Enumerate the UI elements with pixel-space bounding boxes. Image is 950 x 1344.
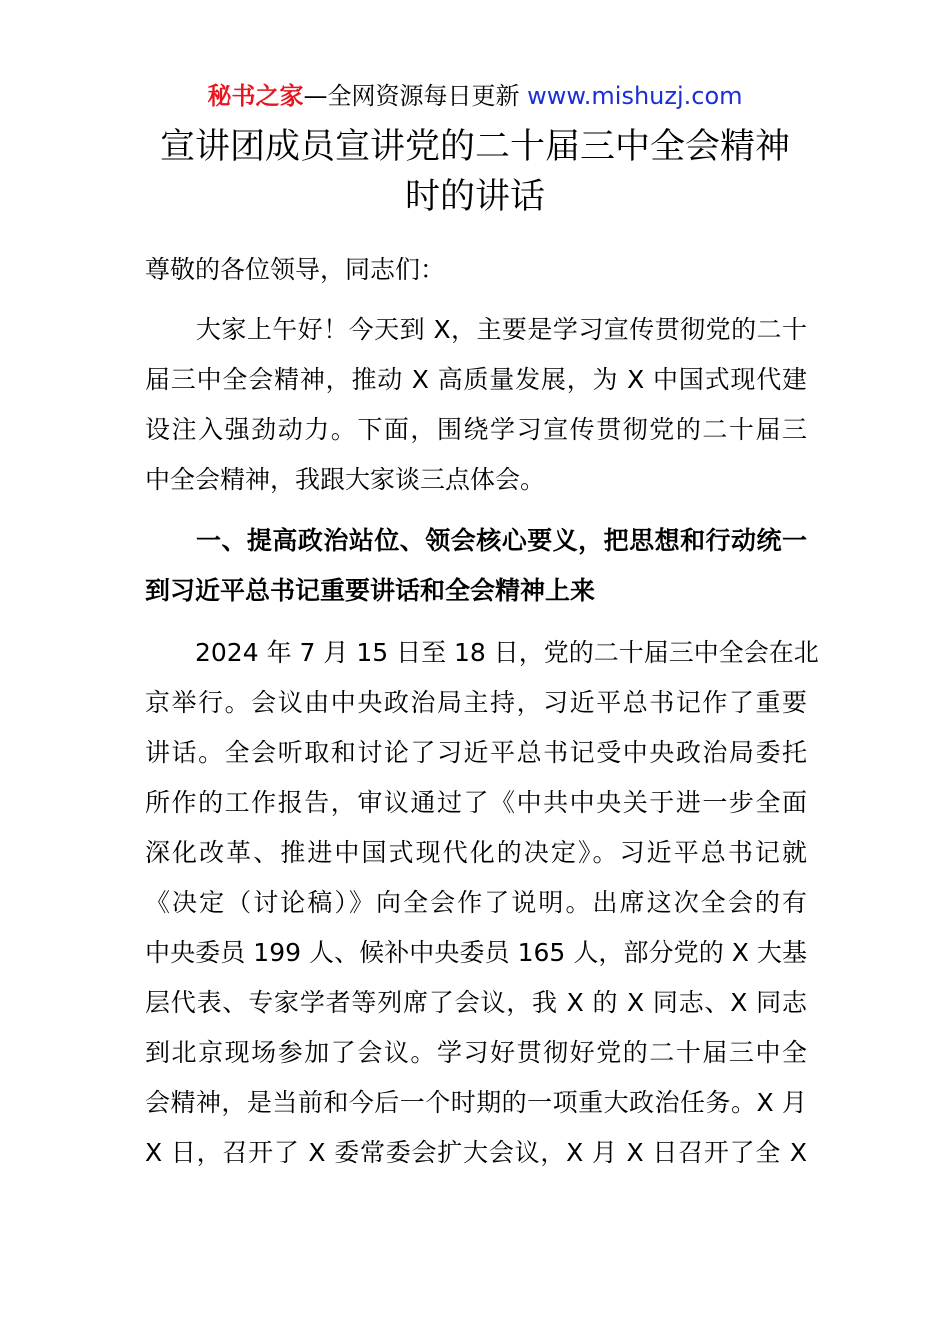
paragraph-line: 中全会精神，我跟大家谈三点体会。 [145, 465, 546, 494]
paragraph-line: 所作的工作报告，审议通过了《中共中央关于进一步全面 [145, 788, 807, 817]
paragraph-line: 大家上午好！今天到 X，主要是学习宣传贯彻党的二十 [145, 315, 807, 344]
paragraph-line: 深化改革、推进中国式现代化的决定》。习近平总书记就 [145, 838, 807, 867]
paragraph-line: 到北京现场参加了会议。学习好贯彻好党的二十届三中全 [145, 1038, 807, 1067]
paragraph-line: 中央委员 199 人、候补中央委员 165 人，部分党的 X 大基 [145, 938, 807, 967]
paragraph-line: 《决定（讨论稿）》向全会作了说明。出席这次全会的有 [145, 888, 807, 917]
paragraph-line: X 日，召开了 X 委常委会扩大会议，X 月 X 日召开了全 X [145, 1138, 807, 1167]
section-heading-line: 到习近平总书记重要讲话和全会精神上来 [145, 576, 596, 605]
paragraph-line: 层代表、专家学者等列席了会议，我 X 的 X 同志、X 同志 [145, 988, 807, 1017]
brand-name: 秘书之家 [207, 82, 304, 110]
paragraph-line: 届三中全会精神，推动 X 高质量发展，为 X 中国式现代建 [145, 365, 807, 394]
salutation: 尊敬的各位领导，同志们： [145, 255, 446, 284]
document-title-line-1: 宣讲团成员宣讲党的二十届三中全会精神 [159, 127, 790, 167]
paragraph-line: 京举行。会议由中央政治局主持，习近平总书记作了重要 [145, 688, 807, 717]
site-header [0, 80, 950, 112]
paragraph-line: 2024 年 7 月 15 日至 18 日，党的二十届三中全会在北 [145, 638, 819, 667]
paragraph-line: 会精神，是当前和今后一个时期的一项重大政治任务。X 月 [145, 1088, 807, 1117]
paragraph-line: 讲话。全会听取和讨论了习近平总书记受中央政治局委托 [145, 738, 807, 767]
section-heading-line: 一、提高政治站位、领会核心要义，把思想和行动统一 [145, 526, 807, 555]
header-tagline: —全网资源每日更新 [303, 82, 528, 110]
site-url-link[interactable]: www.mishuzj.com [527, 82, 743, 110]
document-title-line-2: 时的讲话 [404, 177, 545, 217]
paragraph-line: 设注入强劲动力。下面，围绕学习宣传贯彻党的二十届三 [145, 415, 807, 444]
